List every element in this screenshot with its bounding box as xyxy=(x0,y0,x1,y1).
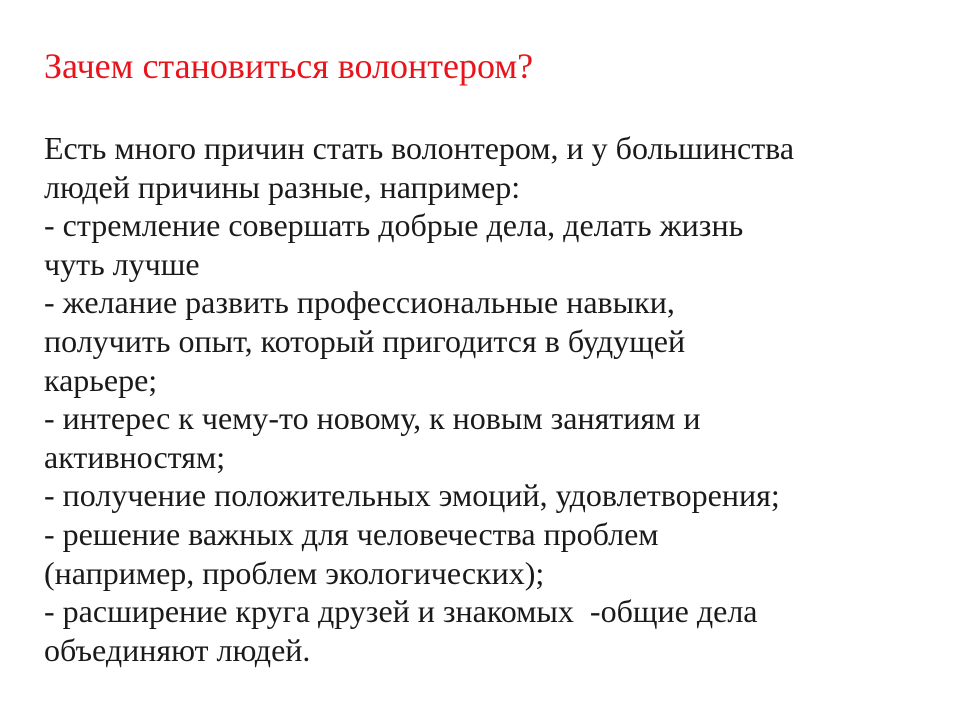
body-line: - желание развить профессиональные навыки, xyxy=(44,284,675,321)
body-line: - решение важных для человечества проблем xyxy=(44,515,659,552)
body-line: - стремление совершать добрые дела, делать жизнь xyxy=(44,207,744,244)
body-line: активностям; xyxy=(44,438,226,475)
body-line: чуть лучше xyxy=(44,245,200,282)
body-line: (например, проблем экологических); xyxy=(44,554,545,591)
body-line: - интерес к чему-то новому, к новым занятиям и xyxy=(44,400,701,437)
body-line: получить опыт, который пригодится в будущей xyxy=(44,322,686,359)
body-line: - получение положительных эмоций, удовлетворения; xyxy=(44,477,780,514)
body-line: людей причины разные, например: xyxy=(44,168,521,205)
body-line: - расширение круга друзей и знакомых -общие дела xyxy=(44,593,758,630)
slide-body xyxy=(44,129,944,669)
body-line: карьере; xyxy=(44,361,158,398)
slide-title: Зачем становиться волонтером? xyxy=(44,46,534,86)
body-line: Есть много причин стать волонтером, и у большинства xyxy=(44,130,795,166)
body-line: объединяют людей. xyxy=(44,631,311,668)
